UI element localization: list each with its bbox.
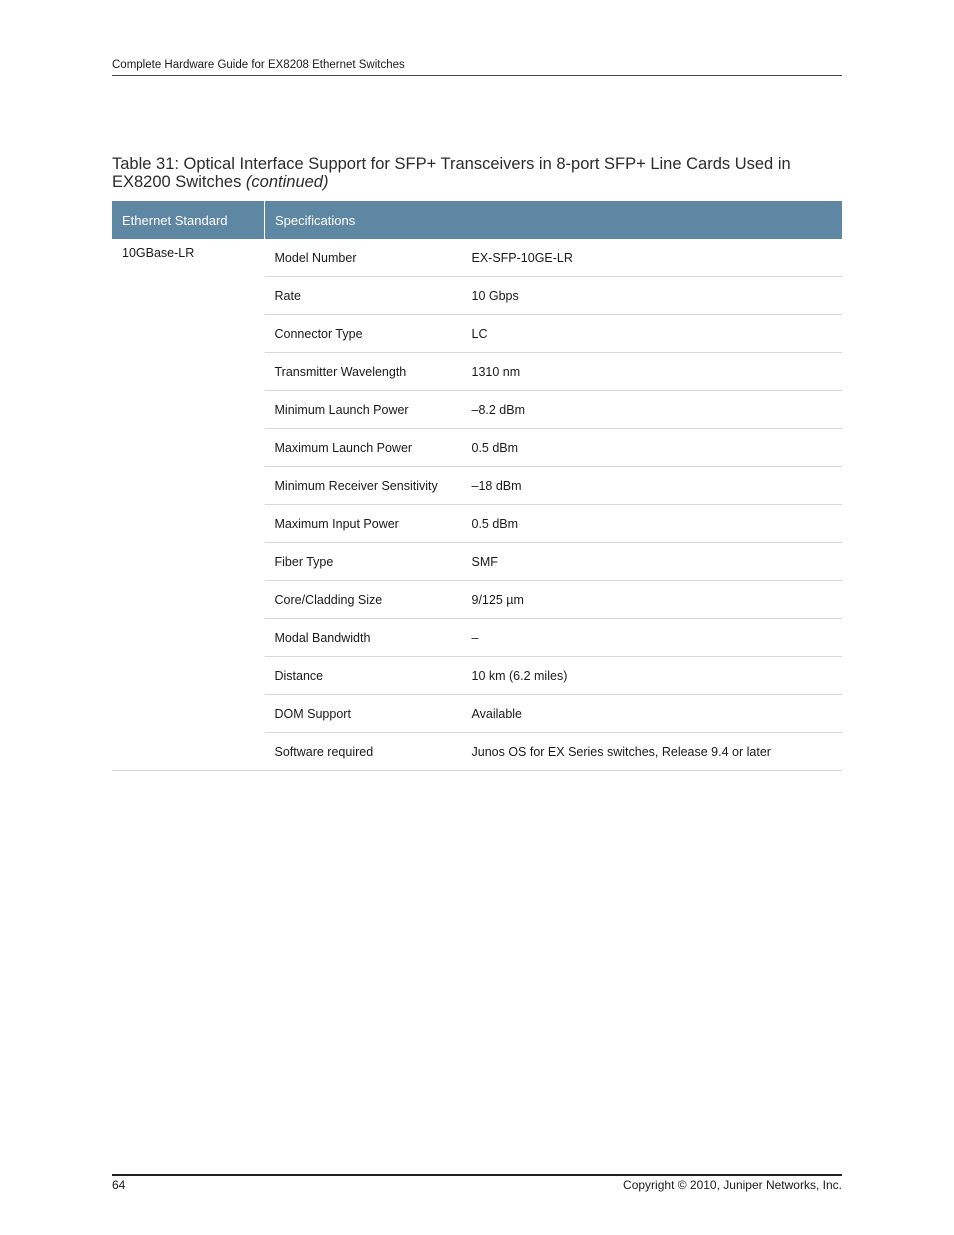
spec-value-cell: –	[462, 619, 843, 657]
spec-label-cell: Modal Bandwidth	[265, 619, 462, 657]
spec-value-cell: 1310 nm	[462, 353, 843, 391]
spec-table	[112, 201, 842, 771]
spec-label-cell: Rate	[265, 277, 462, 315]
spec-label-cell: Maximum Launch Power	[265, 429, 462, 467]
copyright-notice: Copyright © 2010, Juniper Networks, Inc.	[623, 1178, 842, 1192]
ethernet-standard-cell: 10GBase-LR	[112, 239, 265, 771]
table-header-row	[112, 201, 842, 239]
spec-label-cell: Minimum Launch Power	[265, 391, 462, 429]
spec-label-cell: Transmitter Wavelength	[265, 353, 462, 391]
spec-value-cell: 0.5 dBm	[462, 505, 843, 543]
spec-value-cell: SMF	[462, 543, 843, 581]
table-caption-text: Table 31: Optical Interface Support for SFP+ Transceivers in 8-port SFP+ Line Cards Used in EX8200 Switches	[112, 155, 791, 191]
header-rule	[112, 75, 842, 76]
spec-value-cell: Available	[462, 695, 843, 733]
spec-label-cell: Core/Cladding Size	[265, 581, 462, 619]
spec-value-cell: –8.2 dBm	[462, 391, 843, 429]
spec-label-cell: Connector Type	[265, 315, 462, 353]
running-header: Complete Hardware Guide for EX8208 Ethernet Switches	[112, 59, 405, 71]
spec-label-cell: Minimum Receiver Sensitivity	[265, 467, 462, 505]
spec-label-cell: Distance	[265, 657, 462, 695]
column-header-ethernet-standard: Ethernet Standard	[112, 201, 265, 239]
spec-label-cell: Model Number	[265, 239, 462, 277]
table-caption	[112, 155, 852, 191]
spec-value-cell: Junos OS for EX Series switches, Release 9.4 or later	[462, 733, 843, 771]
spec-value-cell: LC	[462, 315, 843, 353]
table-body	[112, 239, 842, 771]
spec-value-cell: EX-SFP-10GE-LR	[462, 239, 843, 277]
footer-rule	[112, 1174, 842, 1176]
page-number: 64	[112, 1178, 126, 1192]
spec-value-cell: 0.5 dBm	[462, 429, 843, 467]
spec-label-cell: Software required	[265, 733, 462, 771]
spec-value-cell: 10 Gbps	[462, 277, 843, 315]
spec-value-cell: 10 km (6.2 miles)	[462, 657, 843, 695]
spec-label-cell: Fiber Type	[265, 543, 462, 581]
spec-label-cell: Maximum Input Power	[265, 505, 462, 543]
table-caption-continued: (continued)	[245, 173, 329, 191]
spec-value-cell: –18 dBm	[462, 467, 843, 505]
spec-label-cell: DOM Support	[265, 695, 462, 733]
column-header-specifications: Specifications	[265, 201, 843, 239]
spec-value-cell: 9/125 µm	[462, 581, 843, 619]
table-row	[112, 239, 842, 277]
